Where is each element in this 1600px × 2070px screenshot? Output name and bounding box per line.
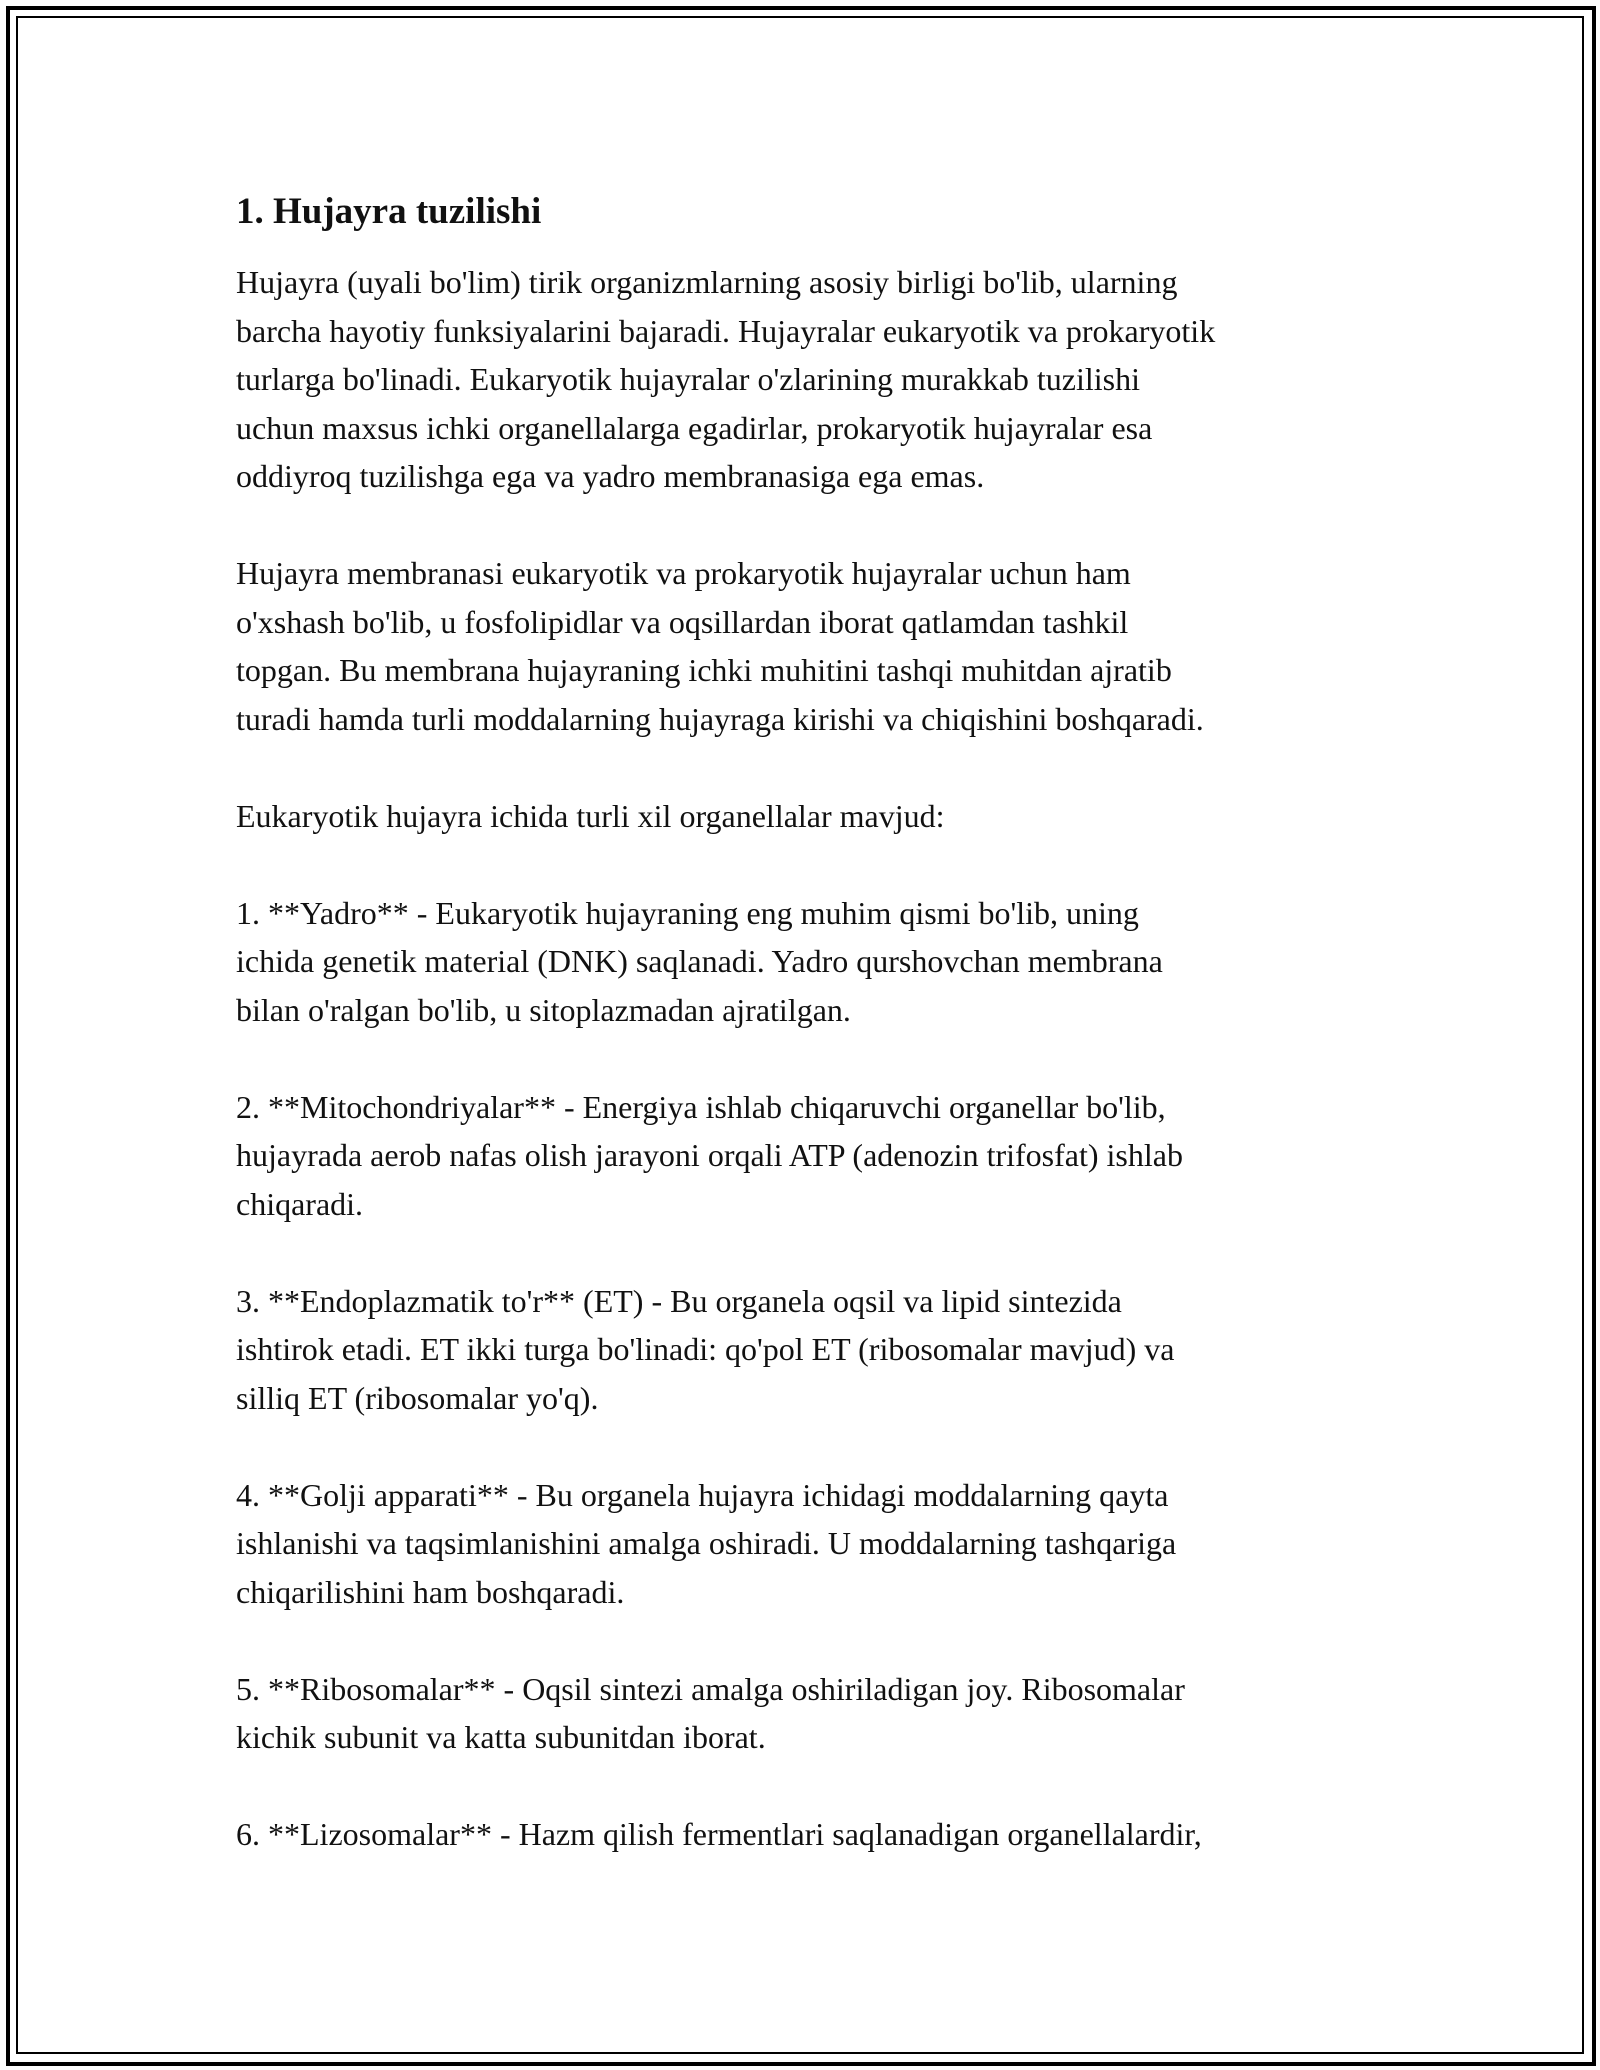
paragraph-intro: Hujayra (uyali bo'lim) tirik organizmlarning asosiy birligi bo'lib, ularning barcha hayotiy funksiyalarini bajaradi. Hujayralar eukaryotik va prokaryotik turlarga bo'linadi. Eukaryotik hujayralar o'zlarining murakkab tuzilishi uchun maxsus ichki organellalarga egadirlar, prokaryotik hujayralar esa oddiyroq tuzilishga ega va yadro membranasiga ega emas.: [236, 264, 1216, 494]
list-item-golji-apparati: 4. **Golji apparati** - Bu organela hujayra ichidagi moddalarning qayta ishlanishi va taqsimlanishini amalga oshiradi. U moddalarning tashqariga chiqarilishini ham boshqaradi.: [236, 1476, 1177, 1610]
list-item-lizosomalar: 6. **Lizosomalar** - Hazm qilish fermentlari saqlanadigan organellalardir,: [236, 1816, 1202, 1852]
document-body: [236, 188, 1386, 1859]
section-heading: 1. Hujayra tuzilishi: [236, 191, 542, 232]
paragraph-membrane: Hujayra membranasi eukaryotik va prokaryotik hujayralar uchun ham o'xshash bo'lib, u fosfolipidlar va oqsillardan iborat qatlamdan tashkil topgan. Bu membrana hujayraning ichki muhitini tashqi muhitdan ajratib turadi hamda turli moddalarning hujayraga kirishi va chiqishini boshqaradi.: [236, 555, 1204, 737]
list-item-ribosomalar: 5. **Ribosomalar** - Oqsil sintezi amalga oshiriladigan joy. Ribosomalar kichik subunit va katta subunitdan iborat.: [236, 1670, 1185, 1755]
list-item-yadro: 1. **Yadro** - Eukaryotik hujayraning eng muhim qismi bo'lib, uning ichida genetik material (DNK) saqlanadi. Yadro qurshovchan membrana bilan o'ralgan bo'lib, u sitoplazmadan ajratilgan.: [236, 894, 1163, 1028]
paragraph-organelles-intro: Eukaryotik hujayra ichida turli xil organellalar mavjud:: [236, 797, 945, 834]
list-item-endoplazmatik-tor: 3. **Endoplazmatik to'r** (ET) - Bu organela oqsil va lipid sintezida ishtirok etadi. ET ikki turga bo'linadi: qo'pol ET (ribosomalar mavjud) va silliq ET (ribosomalar yo'q).: [236, 1282, 1175, 1416]
list-item-mitochondriyalar: 2. **Mitochondriyalar** - Energiya ishlab chiqaruvchi organellar bo'lib, hujayrada aerob nafas olish jarayoni orqali ATP (adenozin trifosfat) ishlab chiqaradi.: [236, 1088, 1183, 1222]
